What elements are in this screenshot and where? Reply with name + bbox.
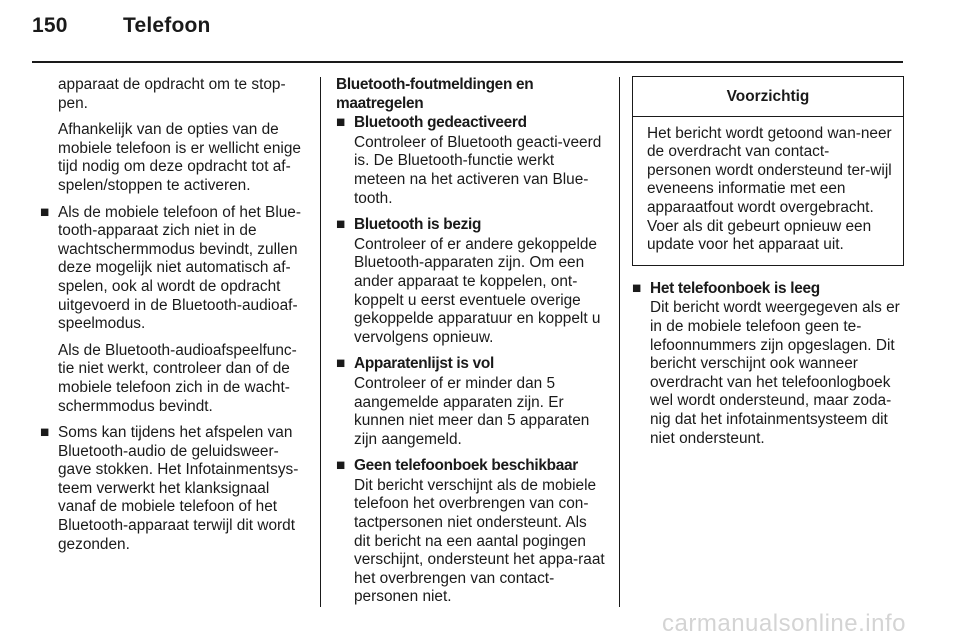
message-title: Geen telefoonboek beschikbaar — [354, 457, 578, 475]
message-title: Apparatenlijst is vol — [354, 355, 494, 373]
paragraph-audio-check: Als de Bluetooth-audioafspeelfunc-tie niet werkt, controleer dan of de mobiele telefoon zich in de wacht-schermmodus bevindt. — [58, 341, 297, 415]
list-item-text: Soms kan tijdens het afspelen van Bluetooth-audio de geluidsweer-gave stokken. Het Infotainmentsys-teem verwerkt het klanksignaal vanaf de mobiele telefoon of het Bluetooth-apparaat terwijl dit wordt gezonden. — [58, 424, 299, 553]
watermark: carmanualsonline.info — [662, 610, 906, 637]
message-body: Dit bericht wordt weergegeven als er in de mobiele telefoon geen te-lefoonnummers zijn opgeslagen. Dit bericht verschijnt ook wanneer overdracht van het telefoonlogboek wel wordt ondersteund, maar zoda-nig dat het infotainmentsysteem dit niet ondersteunt. — [650, 299, 900, 447]
list-item-title — [632, 280, 904, 299]
column-middle — [336, 76, 605, 615]
message-title: Het telefoonboek is leeg — [650, 279, 820, 297]
caution-box — [632, 76, 904, 266]
bullet-icon: ■ — [632, 279, 642, 297]
list-item-title — [336, 457, 605, 476]
message-body: Controleer of Bluetooth geacti-veerd is. De Bluetooth-functie werkt meteen na het activeren van Blue-tooth. — [354, 133, 602, 207]
bullet-icon: ■ — [336, 457, 346, 475]
bullet-icon: ■ — [336, 114, 346, 132]
bullet-icon: ■ — [336, 216, 346, 234]
section-title: Telefoon — [123, 14, 211, 37]
list-item — [40, 204, 308, 334]
message-title: Bluetooth gedeactiveerd — [354, 114, 527, 132]
column-left — [40, 76, 308, 562]
bullet-icon: ■ — [40, 424, 50, 442]
page-number: 150 — [32, 14, 68, 37]
caution-title: Voorzichtig — [633, 77, 903, 117]
message-body: Controleer of er minder dan 5 aangemelde apparaten zijn. Er kunnen niet meer dan 5 apparaten zijn aangemeld. — [354, 374, 590, 448]
section-heading: Bluetooth-foutmeldingen en maatregelen — [336, 76, 534, 112]
list-item-title — [336, 114, 605, 133]
list-item-title — [336, 216, 605, 235]
caution-text: Het bericht wordt getoond wan-neer de overdracht van contact-personen wordt ondersteund ter-wijl eveneens informatie met een apparaatfout wordt overgebracht. Voer als dit gebeurt opnieuw een update voor het apparaat uit. — [647, 124, 892, 254]
list-item-title — [336, 355, 605, 374]
column-divider — [320, 77, 321, 607]
message-body: Controleer of er andere gekoppelde Bluetooth-apparaten zijn. Om een ander apparaat te koppelen, ont-koppelt u eerst eventuele overige gekoppelde apparatuur en koppelt u vervolgens opnieuw. — [354, 235, 601, 346]
column-divider — [619, 77, 620, 607]
column-right — [632, 76, 904, 456]
paragraph-options: Afhankelijk van de opties van de mobiele telefoon is er wellicht enige tijd nodig om deze opdracht tot af-spelen/stoppen te activeren. — [58, 121, 301, 194]
header-rule — [32, 61, 903, 63]
list-item — [40, 424, 308, 554]
message-body: Dit bericht verschijnt als de mobiele telefoon het overbrengen van con-tactpersonen niet ondersteunt. Als dit bericht na een aantal pogingen verschijnt, ondersteunt het appa-raat het overbrengen van contact-personen niet. — [354, 476, 605, 606]
message-title: Bluetooth is bezig — [354, 216, 482, 234]
bullet-icon: ■ — [40, 203, 50, 221]
list-item-text: Als de mobiele telefoon of het Blue-tooth-apparaat zich niet in de wachtschermmodus bevindt, zullen deze mogelijk niet automatisch af-spelen, ook al wordt de opdracht uitgevoerd in de Bluetooth-audioaf-speelmodus. — [58, 203, 301, 333]
bullet-icon: ■ — [336, 355, 346, 373]
paragraph-continuation: apparaat de opdracht om te stop-pen. — [58, 76, 286, 112]
